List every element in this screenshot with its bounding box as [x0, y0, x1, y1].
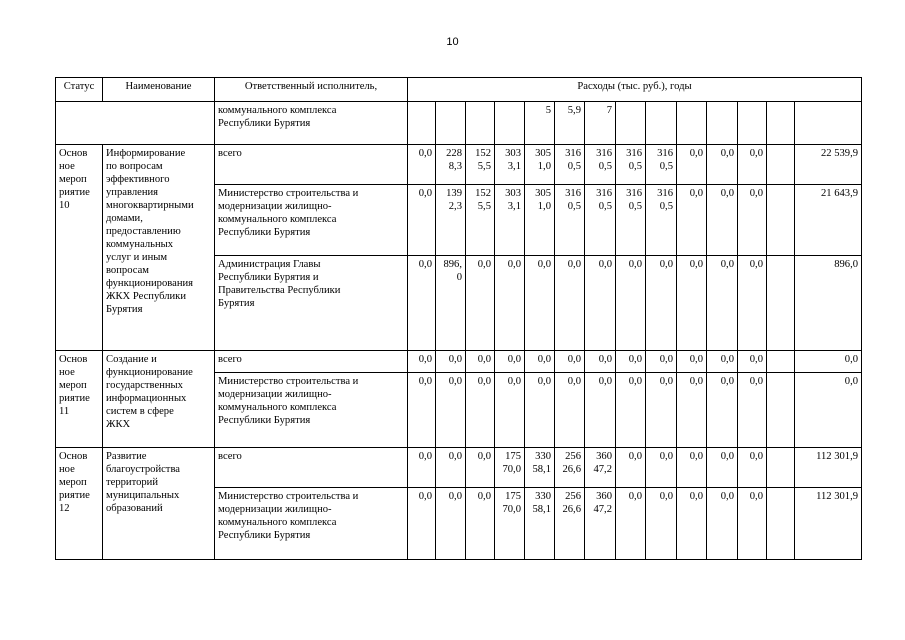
value-cell: 360 47,2 — [585, 488, 616, 560]
value-cell: 0,0 — [707, 256, 738, 351]
value-cell: 0,0 — [738, 488, 767, 560]
value-cell — [767, 488, 795, 560]
value-cell: 0,0 — [677, 256, 707, 351]
value-cell: 0,0 — [616, 351, 646, 373]
value-cell — [767, 256, 795, 351]
value-cell — [408, 102, 436, 145]
total-cell: 896,0 — [795, 256, 862, 351]
value-cell — [767, 351, 795, 373]
value-cell: 0,0 — [408, 256, 436, 351]
value-cell: 0,0 — [585, 373, 616, 448]
value-cell — [616, 102, 646, 145]
value-cell: 7 — [585, 102, 616, 145]
value-cell: 0,0 — [555, 256, 585, 351]
value-cell — [738, 102, 767, 145]
value-cell: 0,0 — [466, 373, 495, 448]
status-cell: Основ ное мероп риятие 12 — [56, 448, 103, 560]
value-cell: 175 70,0 — [495, 448, 525, 488]
value-cell — [436, 102, 466, 145]
value-cell: 316 0,5 — [585, 145, 616, 185]
value-cell: 0,0 — [616, 256, 646, 351]
value-cell — [767, 145, 795, 185]
value-cell: 0,0 — [585, 256, 616, 351]
value-cell — [677, 102, 707, 145]
value-cell: 0,0 — [677, 185, 707, 256]
value-cell: 0,0 — [495, 373, 525, 448]
value-cell: 0,0 — [466, 256, 495, 351]
value-cell: 0,0 — [677, 145, 707, 185]
value-cell: 0,0 — [408, 185, 436, 256]
value-cell — [767, 373, 795, 448]
continuation-row — [56, 102, 862, 145]
status-cell: Основ ное мероп риятие 10 — [56, 145, 103, 351]
executor-cell: Министерство строительства и модернизации жилищно- коммунального комплекса Республики Бурятия — [215, 185, 408, 256]
value-cell: 0,0 — [707, 448, 738, 488]
header-expenses: Расходы (тыс. руб.), годы — [408, 78, 862, 102]
table-row — [56, 448, 862, 488]
value-cell — [767, 185, 795, 256]
executor-cell: всего — [215, 351, 408, 373]
value-cell: 0,0 — [707, 145, 738, 185]
total-cell — [795, 102, 862, 145]
value-cell: 152 5,5 — [466, 185, 495, 256]
value-cell: 0,0 — [738, 373, 767, 448]
table-row — [56, 145, 862, 185]
value-cell: 0,0 — [525, 351, 555, 373]
value-cell: 305 1,0 — [525, 145, 555, 185]
value-cell — [495, 102, 525, 145]
value-cell: 0,0 — [616, 488, 646, 560]
value-cell: 0,0 — [738, 256, 767, 351]
executor-cell: всего — [215, 448, 408, 488]
value-cell — [767, 448, 795, 488]
name-cell: Развитие благоустройства территорий муниципальных образований — [103, 448, 215, 560]
value-cell: 175 70,0 — [495, 488, 525, 560]
value-cell: 0,0 — [646, 351, 677, 373]
value-cell: 0,0 — [408, 488, 436, 560]
value-cell — [466, 102, 495, 145]
value-cell: 0,0 — [555, 373, 585, 448]
continuation-blank — [56, 102, 215, 145]
value-cell: 316 0,5 — [555, 145, 585, 185]
value-cell: 316 0,5 — [616, 185, 646, 256]
total-cell: 112 301,9 — [795, 488, 862, 560]
value-cell: 5 — [525, 102, 555, 145]
value-cell: 0,0 — [707, 185, 738, 256]
value-cell: 0,0 — [677, 488, 707, 560]
value-cell — [707, 102, 738, 145]
value-cell: 316 0,5 — [646, 185, 677, 256]
page-number: 10 — [446, 36, 459, 48]
total-cell: 21 643,9 — [795, 185, 862, 256]
value-cell: 0,0 — [707, 488, 738, 560]
value-cell: 5,9 — [555, 102, 585, 145]
value-cell: 0,0 — [677, 351, 707, 373]
executor-cell: Министерство строительства и модернизации жилищно- коммунального комплекса Республики Бурятия — [215, 373, 408, 448]
value-cell: 256 26,6 — [555, 448, 585, 488]
expenses-table — [55, 77, 862, 560]
header-name: Наименование — [103, 78, 215, 102]
value-cell: 0,0 — [436, 351, 466, 373]
value-cell: 316 0,5 — [555, 185, 585, 256]
value-cell — [767, 102, 795, 145]
value-cell: 0,0 — [677, 373, 707, 448]
value-cell: 316 0,5 — [616, 145, 646, 185]
value-cell: 0,0 — [495, 256, 525, 351]
value-cell: 0,0 — [646, 373, 677, 448]
value-cell: 330 58,1 — [525, 448, 555, 488]
value-cell: 0,0 — [525, 256, 555, 351]
status-cell: Основ ное мероп риятие 11 — [56, 351, 103, 448]
value-cell: 0,0 — [738, 351, 767, 373]
value-cell: 0,0 — [738, 145, 767, 185]
name-cell: Информирование по вопросам эффективного управления многоквартирными домами, предоставлению коммунальных услуг и иным вопросам функционирования ЖКХ Республики Бурятия — [103, 145, 215, 351]
header-row — [56, 78, 862, 102]
value-cell: 0,0 — [436, 488, 466, 560]
value-cell: 0,0 — [466, 351, 495, 373]
executor-cell: Министерство строительства и модернизации жилищно- коммунального комплекса Республики Бурятия — [215, 488, 408, 560]
value-cell: 0,0 — [738, 185, 767, 256]
value-cell: 0,0 — [646, 256, 677, 351]
header-executor: Ответственный исполнитель, — [215, 78, 408, 102]
value-cell — [646, 102, 677, 145]
executor-cell: Администрация Главы Республики Бурятия и Правительства Республики Бурятия — [215, 256, 408, 351]
value-cell: 139 2,3 — [436, 185, 466, 256]
value-cell: 152 5,5 — [466, 145, 495, 185]
value-cell: 0,0 — [646, 488, 677, 560]
value-cell: 0,0 — [555, 351, 585, 373]
value-cell: 0,0 — [466, 448, 495, 488]
value-cell: 228 8,3 — [436, 145, 466, 185]
value-cell: 330 58,1 — [525, 488, 555, 560]
value-cell: 0,0 — [738, 448, 767, 488]
value-cell: 0,0 — [436, 373, 466, 448]
total-cell: 0,0 — [795, 351, 862, 373]
value-cell: 316 0,5 — [585, 185, 616, 256]
name-cell: Создание и функционирование государственных информационных систем в сфере ЖКХ — [103, 351, 215, 448]
value-cell: 0,0 — [408, 351, 436, 373]
value-cell: 0,0 — [616, 373, 646, 448]
executor-cell: всего — [215, 145, 408, 185]
value-cell: 303 3,1 — [495, 145, 525, 185]
total-cell: 0,0 — [795, 373, 862, 448]
value-cell: 360 47,2 — [585, 448, 616, 488]
value-cell: 0,0 — [707, 373, 738, 448]
value-cell: 0,0 — [677, 448, 707, 488]
value-cell: 896, 0 — [436, 256, 466, 351]
value-cell: 316 0,5 — [646, 145, 677, 185]
value-cell: 0,0 — [408, 145, 436, 185]
value-cell: 0,0 — [707, 351, 738, 373]
value-cell: 0,0 — [408, 373, 436, 448]
value-cell: 0,0 — [495, 351, 525, 373]
value-cell: 0,0 — [408, 448, 436, 488]
value-cell: 0,0 — [436, 448, 466, 488]
total-cell: 112 301,9 — [795, 448, 862, 488]
header-status: Статус — [56, 78, 103, 102]
value-cell: 0,0 — [646, 448, 677, 488]
value-cell: 0,0 — [616, 448, 646, 488]
value-cell: 0,0 — [525, 373, 555, 448]
executor-cell: коммунального комплекса Республики Бурятия — [215, 102, 408, 145]
value-cell: 256 26,6 — [555, 488, 585, 560]
value-cell: 303 3,1 — [495, 185, 525, 256]
total-cell: 22 539,9 — [795, 145, 862, 185]
value-cell: 305 1,0 — [525, 185, 555, 256]
table-row — [56, 351, 862, 373]
value-cell: 0,0 — [466, 488, 495, 560]
value-cell: 0,0 — [585, 351, 616, 373]
